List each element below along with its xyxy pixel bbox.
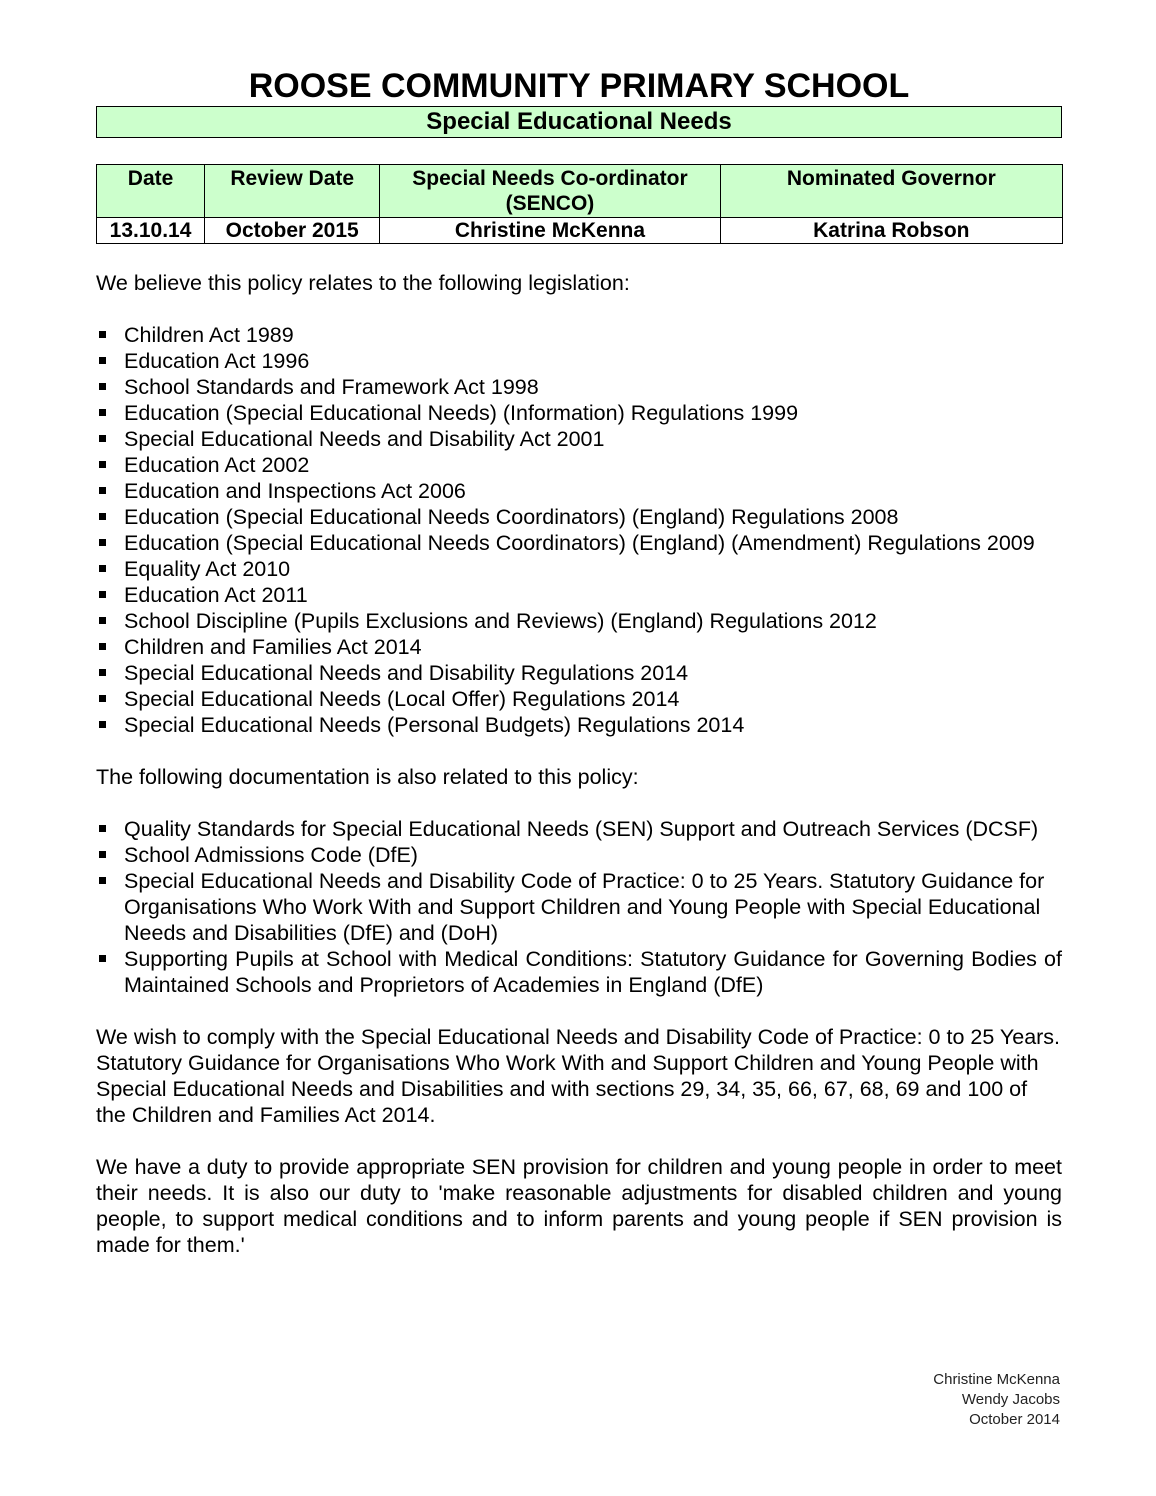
bullet-icon [99,513,106,520]
legislation-list [96,322,1062,738]
meta-value-governor: Katrina Robson [720,218,1062,244]
meta-header-governor: Nominated Governor [720,165,1062,218]
list-item: Special Educational Needs (Local Offer) Regulations 2014 [96,686,1062,712]
meta-value-row [97,218,1063,244]
duty-paragraph: We have a duty to provide appropriate SEN provision for children and young people in order to meet their needs. It is also our duty to 'make reasonable adjustments for disabled children and young people, to support medical conditions and to inform parents and young people if SEN provision is made for them.' [96,1155,1062,1257]
list-item: Supporting Pupils at School with Medical Conditions: Statutory Guidance for Governing Bodies of Maintained Schools and Proprietors of Academies in England (DfE) [96,946,1062,998]
bullet-icon [99,487,106,494]
meta-header-review-date: Review Date [205,165,380,218]
comply-paragraph: We wish to comply with the Special Educational Needs and Disability Code of Practice: 0 to 25 Years. Statutory Guidance for Organisations Who Work With and Support Children and Young People with Special Educational Needs and Disabilities and with sections 29, 34, 35, 66, 67, 68, 69 and 100 of the Children and Families Act 2014. [96,1025,1061,1127]
bullet-icon [99,565,106,572]
list-item: Education Act 2002 [96,452,1062,478]
meta-header-row [97,165,1063,218]
list-item: Special Educational Needs and Disability Code of Practice: 0 to 25 Years. Statutory Guidance for Organisations Who Work With and Support Children and Young People with Special Educational Needs and Disabilities (DfE) and (DoH) [96,868,1062,946]
bullet-icon [99,721,106,728]
list-item: Special Educational Needs (Personal Budgets) Regulations 2014 [96,712,1062,738]
bullet-icon [99,357,106,364]
list-item: School Discipline (Pupils Exclusions and Reviews) (England) Regulations 2012 [96,608,1062,634]
list-item: Children Act 1989 [96,322,1062,348]
signoff-block [933,1370,1060,1430]
bullet-icon [99,695,106,702]
bullet-icon [99,851,106,858]
bullet-icon [99,669,106,676]
bullet-icon [99,331,106,338]
legislation-intro: We believe this policy relates to the following legislation: [96,271,630,295]
policy-title: Special Educational Needs [96,106,1062,138]
bullet-icon [99,617,106,624]
bullet-icon [99,383,106,390]
signoff-name-1: Christine McKenna [933,1371,1060,1388]
list-item: Education (Special Educational Needs Coordinators) (England) Regulations 2008 [96,504,1062,530]
list-item: School Standards and Framework Act 1998 [96,374,1062,400]
meta-value-senco: Christine McKenna [380,218,720,244]
list-item: Education and Inspections Act 2006 [96,478,1062,504]
documentation-list [96,816,1062,998]
bullet-icon [99,435,106,442]
list-item: Education Act 2011 [96,582,1062,608]
policy-meta-table [96,164,1063,244]
list-item: Equality Act 2010 [96,556,1062,582]
bullet-icon [99,461,106,468]
bullet-icon [99,825,106,832]
bullet-icon [99,877,106,884]
documentation-intro: The following documentation is also related to this policy: [96,765,639,789]
policy-page [96,66,1062,1258]
list-item: Education (Special Educational Needs Coordinators) (England) (Amendment) Regulations 2009 [96,530,1062,556]
signoff-name-2: Wendy Jacobs [961,1391,1060,1408]
list-item: School Admissions Code (DfE) [96,842,1062,868]
meta-value-date: 13.10.14 [97,218,205,244]
school-title: ROOSE COMMUNITY PRIMARY SCHOOL [248,67,910,105]
bullet-icon [99,643,106,650]
list-item: Special Educational Needs and Disability Act 2001 [96,426,1062,452]
meta-value-review-date: October 2015 [205,218,380,244]
list-item: Quality Standards for Special Educational Needs (SEN) Support and Outreach Services (DCSF) [96,816,1062,842]
bullet-icon [99,591,106,598]
bullet-icon [99,539,106,546]
bullet-icon [99,955,106,962]
list-item: Education Act 1996 [96,348,1062,374]
meta-header-date: Date [97,165,205,218]
list-item: Education (Special Educational Needs) (Information) Regulations 1999 [96,400,1062,426]
list-item: Special Educational Needs and Disability Regulations 2014 [96,660,1062,686]
meta-header-senco: Special Needs Co-ordinator (SENCO) [380,165,720,218]
list-item: Children and Families Act 2014 [96,634,1062,660]
signoff-date: October 2014 [969,1411,1060,1428]
bullet-icon [99,409,106,416]
